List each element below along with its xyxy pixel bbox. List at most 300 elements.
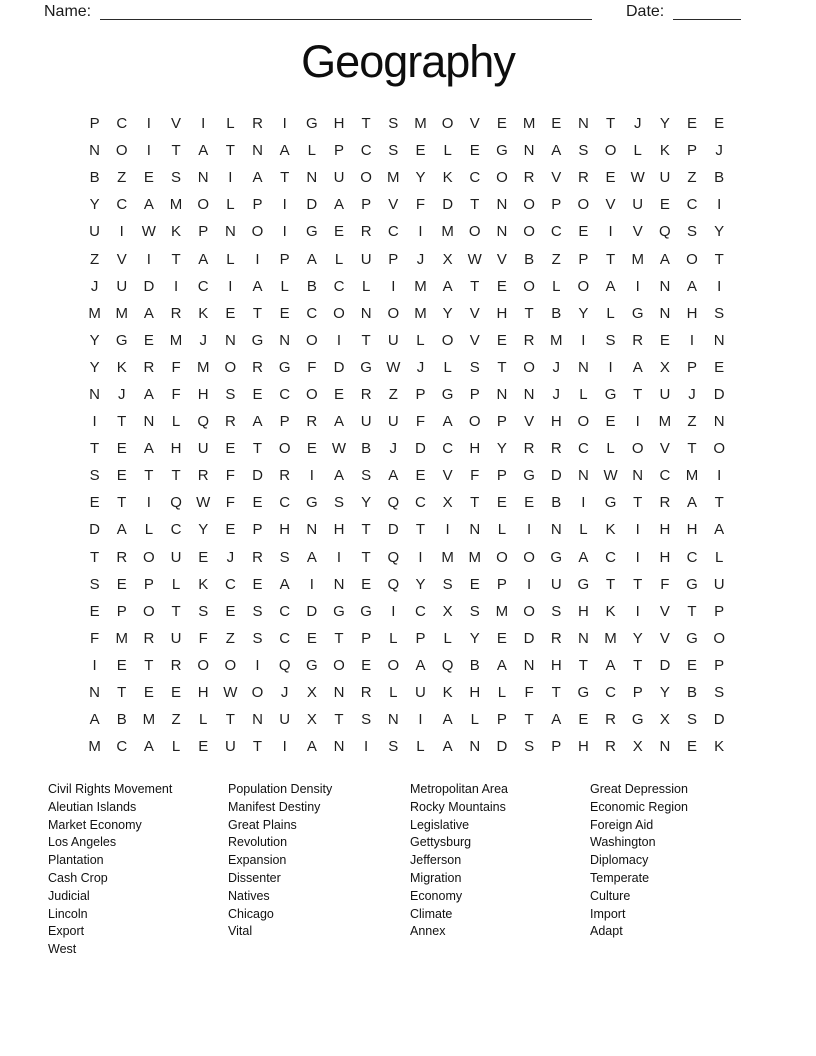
grid-cell: Z [89,250,100,268]
grid-cell: G [604,385,617,403]
grid-cell: W [141,223,156,241]
grid-cell: H [469,684,481,702]
grid-cell: R [252,548,263,566]
grid-cell: I [336,331,342,349]
grid-cell: J [280,684,289,702]
grid-cell: R [170,304,182,322]
grid-cell: V [524,413,535,431]
grid-cell: K [198,304,209,322]
grid-cell: B [687,684,698,702]
grid-cell: C [686,548,698,566]
grid-cell: N [197,169,209,187]
grid-cell: Y [442,304,453,322]
grid-cell: I [635,277,640,295]
grid-cell: N [632,467,644,485]
grid-cell: H [550,413,562,431]
date-blank-line [673,1,741,20]
grid-cell: N [496,223,508,241]
grid-cell: P [551,738,562,756]
grid-cell: S [252,602,263,620]
grid-cell: K [171,223,182,241]
grid-cell: T [171,602,181,620]
grid-cell: C [605,548,616,566]
grid-cell: I [717,277,722,295]
grid-cell: A [605,277,616,295]
grid-cell: W [603,467,618,485]
grid-cell: N [224,331,236,349]
grid-cell: J [117,385,126,403]
grid-cell: G [631,304,644,322]
grid-cell: E [279,304,290,322]
grid-cell: F [415,196,426,214]
grid-cell: B [714,169,725,187]
grid-cell: I [635,602,640,620]
grid-cell: E [225,440,236,458]
grid-cell: L [307,142,316,160]
grid-cell: M [441,548,454,566]
word-bank-item: Natives [228,888,270,903]
grid-cell: E [687,656,698,674]
grid-cell: N [252,142,263,160]
grid-cell: P [469,385,480,403]
grid-cell: D [442,196,454,214]
grid-cell: O [713,629,725,647]
grid-cell: H [333,521,345,539]
grid-cell: B [306,277,317,295]
grid-cell: N [577,358,589,376]
grid-row [81,191,734,218]
grid-cell: I [282,738,287,756]
grid-cell: P [89,115,100,133]
grid-cell: Y [198,521,209,539]
grid-cell: Y [496,440,507,458]
word-bank-item: Aleutian Islands [48,799,137,814]
grid-cell: L [633,142,642,160]
grid-cell: O [115,142,128,160]
grid-cell: N [523,385,535,403]
grid-cell: I [581,331,586,349]
word-bank-item: Rocky Mountains [410,799,506,814]
grid-cell: K [659,142,670,160]
grid-cell: L [389,629,398,647]
grid-cell: A [116,521,127,539]
grid-cell: E [306,629,317,647]
grid-cell: T [551,684,561,702]
word-bank-item: Great Depression [590,782,688,796]
grid-cell: R [577,169,589,187]
grid-cell: A [551,711,562,729]
grid-row [81,327,734,354]
grid-cell: E [333,385,344,403]
grid-row [81,489,734,516]
grid-cell: Y [659,684,670,702]
grid-cell: I [336,548,342,566]
grid-cell: H [197,385,209,403]
grid-cell: U [387,331,399,349]
grid-cell: O [468,413,481,431]
grid-cell: T [171,250,181,268]
grid-cell: T [524,304,534,322]
grid-cell: A [279,575,290,593]
grid-cell: Y [415,169,426,187]
grid-cell: V [605,196,616,214]
grid-cell: P [415,629,426,647]
grid-cell: T [252,738,263,756]
grid-row [81,516,734,543]
grid-cell: E [469,142,480,160]
grid-cell: N [89,142,100,160]
grid-cell: E [89,602,100,620]
grid-cell: S [225,385,236,403]
grid-row [81,435,734,462]
word-bank-item: Civil Rights Movement [48,782,173,796]
grid-cell: K [442,684,453,702]
grid-cell: I [173,277,179,295]
grid-cell: C [387,223,399,241]
grid-cell: E [659,331,670,349]
grid-cell: Q [387,548,400,566]
grid-cell: G [686,629,698,647]
grid-cell: Z [117,169,127,187]
grid-cell: I [418,548,423,566]
grid-cell: Y [578,304,589,322]
grid-cell: N [659,277,671,295]
grid-cell: E [605,169,616,187]
grid-cell: I [282,223,287,241]
grid-cell: A [252,277,263,295]
grid-cell: P [551,196,562,214]
grid-cell: M [115,304,128,322]
grid-cell: W [630,169,645,187]
grid-row [81,137,734,164]
grid-cell: A [442,711,453,729]
grid-cell: A [252,413,263,431]
grid-cell: S [687,711,698,729]
grid-cell: Y [469,629,480,647]
grid-cell: S [578,142,589,160]
grid-row [81,679,734,706]
grid-cell: T [633,385,643,403]
grid-cell: X [632,738,643,756]
word-bank-column [410,781,508,941]
grid-cell: P [361,196,372,214]
grid-cell: S [605,331,616,349]
grid-cell: N [143,413,155,431]
grid-cell: I [309,467,314,485]
grid-cell: H [333,115,345,133]
grid-cell: O [468,223,481,241]
grid-row [81,245,734,272]
grid-cell: M [115,629,128,647]
grid-cell: E [361,656,372,674]
grid-cell: F [171,385,181,403]
grid-cell: E [198,548,209,566]
grid-cell: C [116,196,128,214]
grid-cell: P [116,602,127,620]
grid-cell: A [143,304,154,322]
grid-cell: V [469,304,480,322]
grid-cell: L [144,521,154,539]
grid-cell: I [445,521,450,539]
grid-cell: R [197,467,209,485]
date-label: Date: [626,3,665,20]
word-bank-item: Vital [228,924,253,939]
grid-cell: B [89,169,100,187]
grid-cell: E [578,223,589,241]
grid-cell: N [469,738,481,756]
grid-cell: P [687,358,698,376]
word-bank-item: Los Angeles [48,835,117,850]
grid-cell: D [306,196,318,214]
grid-cell: F [524,684,534,702]
grid-cell: I [201,115,206,133]
grid-cell: N [523,142,535,160]
grid-cell: A [198,250,209,268]
grid-cell: D [659,656,671,674]
grid-cell: T [280,169,290,187]
grid-cell: D [89,521,100,539]
grid-cell: G [360,358,372,376]
grid-cell: C [279,629,291,647]
grid-cell: P [496,467,507,485]
grid-cell: K [714,738,725,756]
word-bank-item: West [48,942,77,957]
grid-cell: C [442,440,454,458]
grid-cell: N [333,738,345,756]
grid-cell: S [279,548,290,566]
grid-cell: O [496,548,508,566]
grid-cell: O [360,169,372,187]
grid-cell: P [415,385,426,403]
grid-cell: P [252,521,263,539]
grid-cell: F [660,575,670,593]
grid-cell: E [469,575,480,593]
grid-cell: N [360,304,372,322]
word-bank-item: Migration [410,870,462,885]
grid-cell: N [252,711,263,729]
word-bank-item: Culture [590,888,631,903]
grid-cell: X [442,602,453,620]
grid-cell: I [255,250,260,268]
grid-cell: A [415,656,426,674]
grid-cell: S [361,711,372,729]
grid-cell: I [689,331,695,349]
grid-cell: X [659,711,670,729]
grid-cell: Z [551,250,561,268]
grid-cell: E [496,277,507,295]
grid-cell: A [333,467,344,485]
grid-cell: I [418,223,423,241]
grid-cell: A [143,196,154,214]
grid-row [81,571,734,598]
grid-cell: A [333,196,344,214]
grid-cell: G [333,602,345,620]
grid-cell: R [605,738,616,756]
grid-cell: T [633,494,643,512]
grid-cell: O [604,142,617,160]
grid-cell: L [606,440,615,458]
grid-cell: E [143,331,154,349]
grid-cell: L [226,250,235,268]
grid-cell: C [333,277,345,295]
grid-cell: Q [278,656,291,674]
grid-cell: K [198,575,209,593]
grid-cell: I [228,169,233,187]
grid-cell: E [89,494,100,512]
grid-cell: U [360,413,372,431]
grid-cell: O [333,656,345,674]
grid-cell: I [526,521,532,539]
grid-cell: M [658,413,672,431]
grid-row [81,462,734,489]
grid-cell: P [578,250,589,268]
grid-cell: C [116,115,128,133]
grid-cell: P [279,250,290,268]
grid-cell: W [223,684,238,702]
word-bank [0,781,816,981]
grid-cell: R [360,223,372,241]
grid-cell: G [251,331,264,349]
grid-cell: B [116,711,127,729]
word-bank-item: Great Plains [228,817,297,832]
word-bank-item: Cash Crop [48,870,108,885]
grid-cell: D [713,711,725,729]
word-bank-item: Annex [410,924,446,939]
grid-cell: T [497,358,507,376]
grid-cell: J [633,115,642,133]
grid-cell: L [606,304,615,322]
grid-cell: G [550,548,563,566]
grid-cell: I [526,575,532,593]
grid-cell: L [226,196,235,214]
grid-cell: G [305,494,318,512]
grid-cell: T [687,440,697,458]
grid-cell: O [577,196,590,214]
grid-cell: Z [388,385,398,403]
grid-cell: X [306,711,317,729]
grid-cell: X [442,494,453,512]
grid-cell: Y [361,494,372,512]
grid-cell: O [686,250,698,268]
grid-cell: I [92,656,97,674]
grid-cell: O [441,331,454,349]
grid-cell: A [306,548,317,566]
grid-row [81,598,734,625]
grid-cell: E [524,494,535,512]
grid-cell: I [146,250,151,268]
grid-cell: N [387,711,399,729]
grid-cell: L [361,277,371,295]
grid-cell: G [278,358,291,376]
grid-cell: T [361,521,371,539]
grid-cell: P [496,413,507,431]
grid-cell: T [633,575,643,593]
grid-cell: D [550,467,562,485]
grid-cell: P [198,223,209,241]
grid-cell: B [361,440,372,458]
word-bank-item: Judicial [48,888,90,903]
grid-cell: U [659,385,671,403]
grid-cell: U [170,629,182,647]
grid-cell: E [116,467,127,485]
grid-cell: A [89,711,100,729]
grid-cell: X [442,250,453,268]
grid-row [81,381,734,408]
grid-cell: R [550,629,562,647]
grid-cell: I [717,196,722,214]
grid-cell: M [196,358,210,376]
grid-cell: H [197,684,209,702]
grid-cell: R [360,385,372,403]
grid-cell: M [142,711,156,729]
grid-cell: O [523,358,535,376]
grid-cell: E [333,223,344,241]
grid-cell: A [578,548,589,566]
grid-cell: T [117,494,127,512]
grid-cell: S [442,575,453,593]
grid-cell: S [551,602,562,620]
grid-cell: B [524,250,535,268]
grid-cell: C [306,304,318,322]
grid-cell: L [199,711,208,729]
grid-cell: Q [659,223,671,241]
grid-cell: M [495,602,509,620]
grid-cell: M [468,548,482,566]
grid-cell: F [198,629,208,647]
grid-cell: X [659,358,670,376]
grid-cell: T [470,196,480,214]
word-bank-item: Import [590,906,626,921]
grid-cell: J [552,358,560,376]
grid-row [81,354,734,381]
grid-cell: A [687,494,698,512]
grid-cell: U [170,548,182,566]
grid-cell: E [496,331,507,349]
grid-cell: L [552,277,561,295]
grid-cell: R [523,331,535,349]
grid-cell: U [333,169,345,187]
grid-cell: N [333,575,345,593]
grid-cell: I [391,602,396,620]
grid-cell: M [631,250,644,268]
grid-cell: I [146,115,151,133]
grid-cell: M [441,223,454,241]
grid-cell: F [415,413,426,431]
grid-cell: L [334,250,344,268]
grid-cell: Y [89,331,100,349]
grid-cell: A [143,385,154,403]
grid-cell: E [551,115,562,133]
grid-cell: C [224,575,236,593]
grid-cell: E [496,494,507,512]
grid-cell: T [361,115,371,133]
grid-cell: O [387,656,400,674]
grid-cell: D [252,467,263,485]
grid-cell: N [577,629,589,647]
grid-cell: A [442,738,453,756]
grid-cell: C [550,223,562,241]
name-blank-line [100,1,592,20]
grid-cell: Q [441,656,454,674]
grid-cell: T [252,440,263,458]
grid-cell: O [577,277,590,295]
grid-cell: N [306,521,318,539]
grid-cell: T [171,142,181,160]
grid-cell: O [143,602,155,620]
grid-cell: V [116,250,127,268]
grid-cell: I [309,575,314,593]
grid-cell: E [252,494,263,512]
